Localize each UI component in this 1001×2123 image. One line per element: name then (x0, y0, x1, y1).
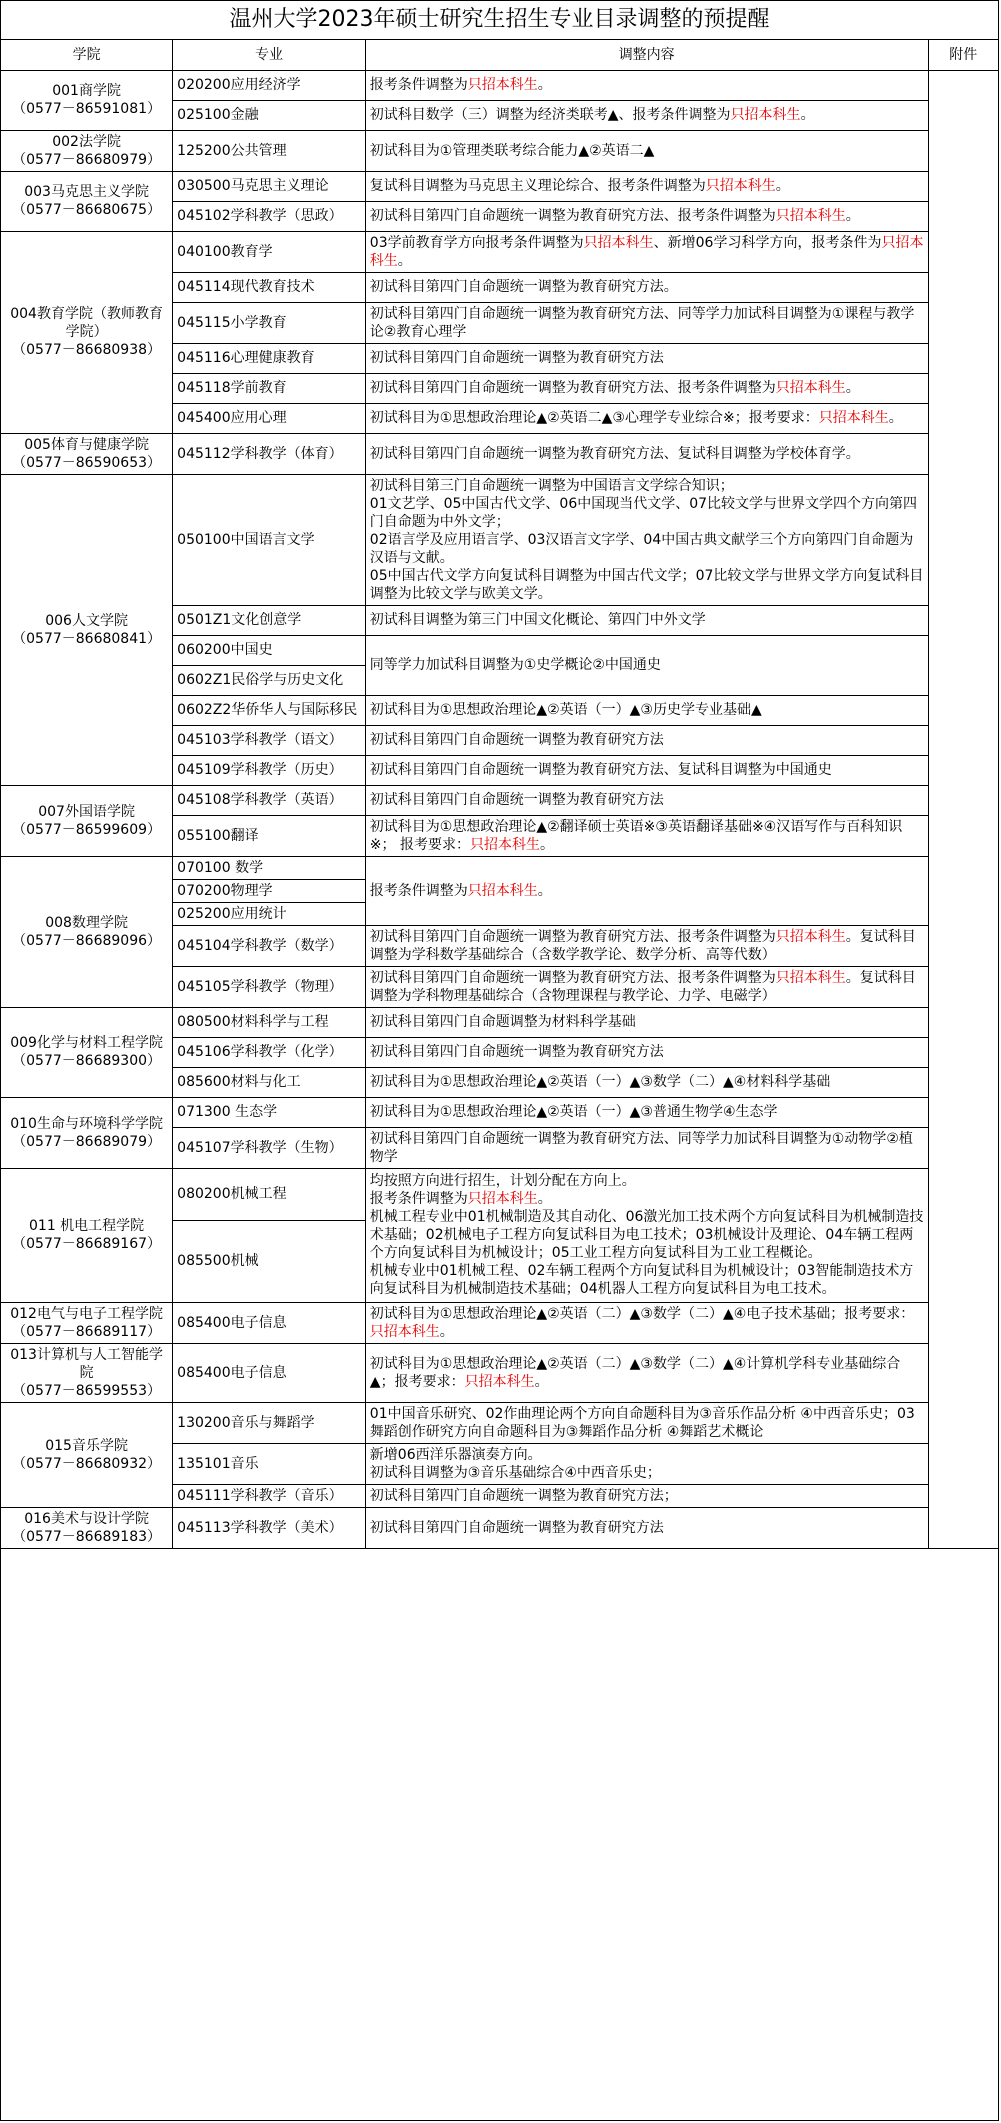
content-cell (365, 1127, 928, 1168)
table-row (1, 1302, 998, 1343)
college-cell (1, 1168, 173, 1302)
college-phone: （0577－86680675） (12, 202, 162, 218)
table-row (1, 130, 998, 171)
content-cell (365, 1443, 928, 1484)
content-text: 初试科目为①思想政治理论▲②英语二▲③心理学专业综合※；报考要求： (369, 410, 819, 426)
content-text: 初试科目第四门自命题统一调整为教育研究方法 (369, 350, 664, 366)
content-cell (365, 1302, 928, 1343)
content-text: 。 (539, 836, 554, 853)
content-text: 报考条件调整为 (369, 77, 468, 93)
major-cell: 130200音乐与舞蹈学 (173, 1402, 366, 1443)
college-phone: （0577－86680841） (12, 630, 162, 647)
table-row (1, 1507, 998, 1548)
content-header: 调整内容 (365, 40, 928, 70)
college-cell (1, 1097, 173, 1168)
highlight-text: 只招本科生 (469, 836, 540, 853)
content-cell (365, 1507, 928, 1548)
major-cell: 030500马克思主义理论 (173, 171, 366, 201)
major-cell: 025100金融 (173, 100, 366, 130)
major-cell: 085400电子信息 (173, 1343, 366, 1402)
college-phone: （0577－86689079） (12, 1133, 162, 1150)
content-text: 。 (845, 208, 860, 224)
content-text: 初试科目第四门自命题统一调整为教育研究方法。 (369, 279, 678, 295)
major-cell: 060200中国史 (173, 635, 366, 665)
major-cell: 020200应用经济学 (173, 70, 366, 100)
major-cell: 055100翻译 (173, 815, 366, 856)
content-text: 。 (888, 410, 903, 426)
college-cell (1, 171, 173, 231)
college-phone: （0577－86680932） (12, 1455, 162, 1472)
content-text: 。 (439, 1323, 454, 1340)
content-text: 初试科目第四门自命题统一调整为教育研究方法、报考条件调整为 (369, 380, 776, 396)
major-cell: 070200物理学 (173, 879, 366, 902)
major-cell: 025200应用统计 (173, 902, 366, 925)
college-header: 学院 (1, 40, 173, 70)
college-name: 012电气与电子工程学院 (10, 1305, 163, 1322)
content-text: 。 (397, 252, 412, 269)
content-text: 、新增06学习科学方向，报考条件为 (653, 234, 882, 251)
major-cell: 135101音乐 (173, 1443, 366, 1484)
content-text: 初试科目第四门自命题统一调整为教育研究方法 (369, 732, 664, 748)
college-cell (1, 231, 173, 433)
major-cell: 080200机械工程 (173, 1168, 366, 1220)
highlight-text: 只招本科生 (467, 882, 538, 899)
highlight-text: 只招本科生 (369, 1323, 440, 1340)
content-text: 初试科目为①管理类联考综合能力▲②英语二▲ (369, 142, 655, 159)
content-cell (365, 725, 928, 755)
content-text: 。 (537, 77, 552, 93)
content-text: 初试科目调整为第三门中国文化概论、第四门中外文学 (369, 612, 706, 628)
content-cell (365, 231, 928, 272)
content-text: 初试科目为①思想政治理论▲②英语（一）▲③普通生物学④生态学 (369, 1104, 778, 1120)
major-cell: 045118学前教育 (173, 373, 366, 403)
content-text: 初试科目第四门自命题统一调整为教育研究方法 (369, 792, 664, 808)
content-cell (365, 856, 928, 925)
content-text: 初试科目为①思想政治理论▲②英语（二）▲③数学（二）▲④计算机学科专业基础综合▲；报考要求： (369, 1355, 901, 1390)
major-cell: 045105学科教学（物理） (173, 966, 366, 1007)
content-cell (365, 272, 928, 302)
college-cell (1, 1302, 173, 1343)
table-row (1, 70, 998, 100)
major-cell: 045400应用心理 (173, 403, 366, 433)
content-cell (365, 1484, 928, 1507)
major-cell: 0501Z1文化创意学 (173, 605, 366, 635)
content-text: 新增06西洋乐器演奏方向。 初试科目调整为③音乐基础综合④中西音乐史； (369, 1446, 661, 1481)
content-cell (365, 925, 928, 966)
content-text: 初试科目为①思想政治理论▲②英语（一）▲③数学（二）▲④材料科学基础 (369, 1074, 831, 1090)
major-cell: 045116心理健康教育 (173, 343, 366, 373)
content-cell (365, 1037, 928, 1067)
content-text: 初试科目第四门自命题统一调整为教育研究方法、同等学力加试科目调整为①课程与教学论②教育心理学 (369, 305, 915, 340)
college-name: 005体育与健康学院 (24, 436, 149, 453)
table-row (1, 231, 998, 272)
major-cell: 045115小学教育 (173, 302, 366, 343)
major-cell: 045106学科教学（化学） (173, 1037, 366, 1067)
college-name: 009化学与材料工程学院 (10, 1035, 163, 1051)
content-text: 同等学力加试科目调整为①史学概论②中国通史 (369, 657, 661, 673)
college-phone: （0577－86689167） (12, 1236, 162, 1252)
content-text: 。 (845, 380, 860, 396)
content-text: 初试科目第四门自命题调整为材料科学基础 (369, 1014, 636, 1030)
college-name: 015音乐学院 (45, 1437, 128, 1454)
content-text: 。 (775, 178, 790, 194)
content-text: 均按照方向进行招生，计划分配在方向上。 报考条件调整为 (369, 1173, 636, 1207)
content-cell (365, 815, 928, 856)
content-text: 初试科目第四门自命题统一调整为教育研究方法、报考条件调整为 (369, 969, 776, 986)
highlight-text: 只招本科生 (369, 234, 924, 269)
highlight-text: 只招本科生 (775, 380, 846, 396)
content-text: 初试科目第三门自命题统一调整为中国语言文学综合知识； 01文艺学、05中国古代文学、06中国现当代文学、07比较文学与世界文学四个方向第四门自命题为中外文学； 02语言学及应用语言学、03汉语言文字学、04中国古典文献学三个方向第四门自命题为汉语与文献。 05中国古代文学方向复试科目调整为中国古代文学；07比较文学与世界文学方向复试科目调整为比较文学与欧美文学。 (369, 477, 924, 602)
content-cell (365, 1343, 928, 1402)
content-cell (365, 695, 928, 725)
major-cell: 045104学科教学（数学） (173, 925, 366, 966)
content-cell (365, 1168, 928, 1302)
content-cell (365, 1007, 928, 1037)
content-cell (365, 635, 928, 695)
content-text: 初试科目第四门自命题统一调整为教育研究方法、复试科目调整为中国通史 (369, 762, 832, 778)
major-cell: 125200公共管理 (173, 130, 366, 171)
major-cell: 040100教育学 (173, 231, 366, 272)
major-cell: 0602Z2华侨华人与国际移民 (173, 695, 366, 725)
table-row (1, 474, 998, 605)
college-name: 002法学院 (52, 133, 121, 150)
college-phone: （0577－86591081） (12, 101, 162, 117)
college-phone: （0577－86680979） (12, 151, 162, 168)
table-row (1, 1097, 998, 1127)
college-phone: （0577－86590653） (12, 454, 162, 471)
content-text: 01中国音乐研究、02作曲理论两个方向自命题科目为③音乐作品分析 ④中西音乐史；03舞蹈创作研究方向自命题科目为③舞蹈作品分析 ④舞蹈艺术概论 (369, 1405, 915, 1440)
college-name: 013计算机与人工智能学院 (10, 1346, 163, 1381)
content-text: 初试科目为①思想政治理论▲②翻译硕士英语※③英语翻译基础※④汉语写作与百科知识※； 报考要求： (369, 818, 903, 853)
table-row (1, 1007, 998, 1037)
major-cell: 0602Z1民俗学与历史文化 (173, 665, 366, 695)
content-cell (365, 171, 928, 201)
content-cell (365, 605, 928, 635)
college-phone: （0577－86680938） (12, 342, 162, 358)
major-cell: 071300 生态学 (173, 1097, 366, 1127)
college-phone: （0577－86689183） (12, 1528, 162, 1545)
content-cell (365, 785, 928, 815)
major-cell: 045113学科教学（美术） (173, 1507, 366, 1548)
major-cell: 085600材料与化工 (173, 1067, 366, 1097)
attachment-header: 附件 (928, 40, 998, 70)
content-cell (365, 966, 928, 1007)
major-cell: 045108学科教学（英语） (173, 785, 366, 815)
content-text: 。 (800, 107, 815, 123)
content-text: 初试科目数学（三）调整为经济类联考▲、报考条件调整为 (369, 107, 731, 123)
college-phone: （0577－86599553） (12, 1382, 162, 1399)
content-text: 。复试科目调整为学科数学基础综合（含数学教学论、数学分析、高等代数） (369, 928, 916, 963)
college-cell (1, 856, 173, 1007)
catalog-table (1, 40, 998, 1549)
content-text: 。复试科目调整为学科物理基础综合（含物理课程与教学论、力学、电磁学） (369, 969, 916, 1004)
table-row (1, 171, 998, 201)
content-text: 03学前教育学方向报考条件调整为 (369, 234, 584, 251)
major-cell: 085400电子信息 (173, 1302, 366, 1343)
major-cell: 050100中国语言文学 (173, 474, 366, 605)
table-row (1, 1402, 998, 1443)
attachment-cell (928, 70, 998, 1548)
major-cell: 045111学科教学（音乐） (173, 1484, 366, 1507)
college-phone: （0577－86689117） (12, 1323, 162, 1340)
content-cell (365, 302, 928, 343)
content-cell (365, 373, 928, 403)
content-cell (365, 130, 928, 171)
content-text: 初试科目第四门自命题统一调整为教育研究方法 (369, 1519, 664, 1536)
content-text: 初试科目第四门自命题统一调整为教育研究方法、报考条件调整为 (369, 928, 776, 945)
content-cell (365, 100, 928, 130)
major-cell: 045107学科教学（生物） (173, 1127, 366, 1168)
content-cell (365, 1067, 928, 1097)
college-cell (1, 474, 173, 785)
highlight-text: 只招本科生 (775, 208, 846, 224)
college-cell (1, 1007, 173, 1097)
content-cell (365, 474, 928, 605)
content-text: 初试科目第四门自命题统一调整为教育研究方法、同等学力加试科目调整为①动物学②植物学 (369, 1130, 913, 1165)
major-cell: 045102学科教学（思政） (173, 201, 366, 231)
college-name: 007外国语学院 (38, 803, 135, 820)
highlight-text: 只招本科生 (775, 928, 846, 945)
college-cell (1, 1507, 173, 1548)
college-name: 011 机电工程学院 (29, 1218, 145, 1234)
college-phone: （0577－86689300） (12, 1053, 162, 1069)
major-cell: 045103学科教学（语文） (173, 725, 366, 755)
content-cell (365, 403, 928, 433)
table-row (1, 1343, 998, 1402)
highlight-text: 只招本科生 (705, 178, 776, 194)
highlight-text: 只招本科生 (775, 969, 846, 986)
college-cell (1, 785, 173, 856)
content-cell (365, 433, 928, 474)
content-cell (365, 70, 928, 100)
highlight-text: 只招本科生 (818, 410, 889, 426)
content-text: 复试科目调整为马克思主义理论综合、报考条件调整为 (369, 178, 706, 194)
college-phone: （0577－86599609） (12, 821, 162, 838)
content-text: 报考条件调整为 (369, 882, 468, 899)
header-row (1, 40, 998, 70)
content-text: 初试科目第四门自命题统一调整为教育研究方法； (369, 1487, 678, 1504)
content-cell (365, 201, 928, 231)
major-cell: 045114现代教育技术 (173, 272, 366, 302)
page-title: 温州大学2023年硕士研究生招生专业目录调整的预提醒 (1, 1, 998, 40)
college-name: 001商学院 (52, 83, 121, 99)
highlight-text: 只招本科生 (467, 77, 538, 93)
content-cell (365, 1097, 928, 1127)
table-row (1, 785, 998, 815)
college-name: 016美术与设计学院 (24, 1510, 149, 1527)
college-cell (1, 1343, 173, 1402)
table-row (1, 856, 998, 879)
content-text: 。 (537, 882, 552, 899)
highlight-text: 只招本科生 (464, 1373, 535, 1390)
table-row (1, 1168, 998, 1220)
content-text: 初试科目第四门自命题统一调整为教育研究方法 (369, 1044, 664, 1060)
major-cell: 080500材料科学与工程 (173, 1007, 366, 1037)
college-cell (1, 433, 173, 474)
content-text: 。 机械工程专业中01机械制造及其自动化、06激光加工技术两个方向复试科目为机械制造技术基础；02机械电子工程方向复试科目为电工技术；03机械设计及理论、04车辆工程两个方向复试科目为机械设计；05工业工程方向复试科目为工业工程概论。 机械专业中01机械工程、02车辆工程两个方向复试科目为机械设计；03智能制造技术方向复试科目为机械制造技术基础；04机器人工程方向复试科目为电工技术。 (369, 1191, 924, 1297)
content-cell (365, 343, 928, 373)
major-cell: 045109学科教学（历史） (173, 755, 366, 785)
content-text: 初试科目为①思想政治理论▲②英语（二）▲③数学（二）▲④电子技术基础；报考要求： (369, 1305, 915, 1322)
college-name: 003马克思主义学院 (24, 184, 149, 200)
content-cell (365, 755, 928, 785)
highlight-text: 只招本科生 (730, 107, 801, 123)
college-cell (1, 130, 173, 171)
college-name: 006人文学院 (45, 612, 128, 629)
content-text: 初试科目第四门自命题统一调整为教育研究方法、复试科目调整为学校体育学。 (369, 445, 860, 462)
major-cell: 045112学科教学（体育） (173, 433, 366, 474)
highlight-text: 只招本科生 (467, 1191, 538, 1207)
major-cell: 085500机械 (173, 1220, 366, 1302)
major-cell: 070100 数学 (173, 856, 366, 879)
major-header: 专业 (173, 40, 366, 70)
highlight-text: 只招本科生 (583, 234, 654, 251)
content-text: 初试科目为①思想政治理论▲②英语（一）▲③历史学专业基础▲ (369, 702, 762, 718)
content-cell (365, 1402, 928, 1443)
content-text: 。 (534, 1373, 549, 1390)
table-row (1, 433, 998, 474)
college-cell (1, 1402, 173, 1507)
college-name: 004教育学院（教师教育学院） (10, 306, 163, 340)
content-text: 初试科目第四门自命题统一调整为教育研究方法、报考条件调整为 (369, 208, 776, 224)
college-name: 008数理学院 (45, 914, 128, 931)
college-name: 010生命与环境科学学院 (10, 1115, 163, 1132)
college-phone: （0577－86689096） (12, 932, 162, 949)
college-cell (1, 70, 173, 130)
